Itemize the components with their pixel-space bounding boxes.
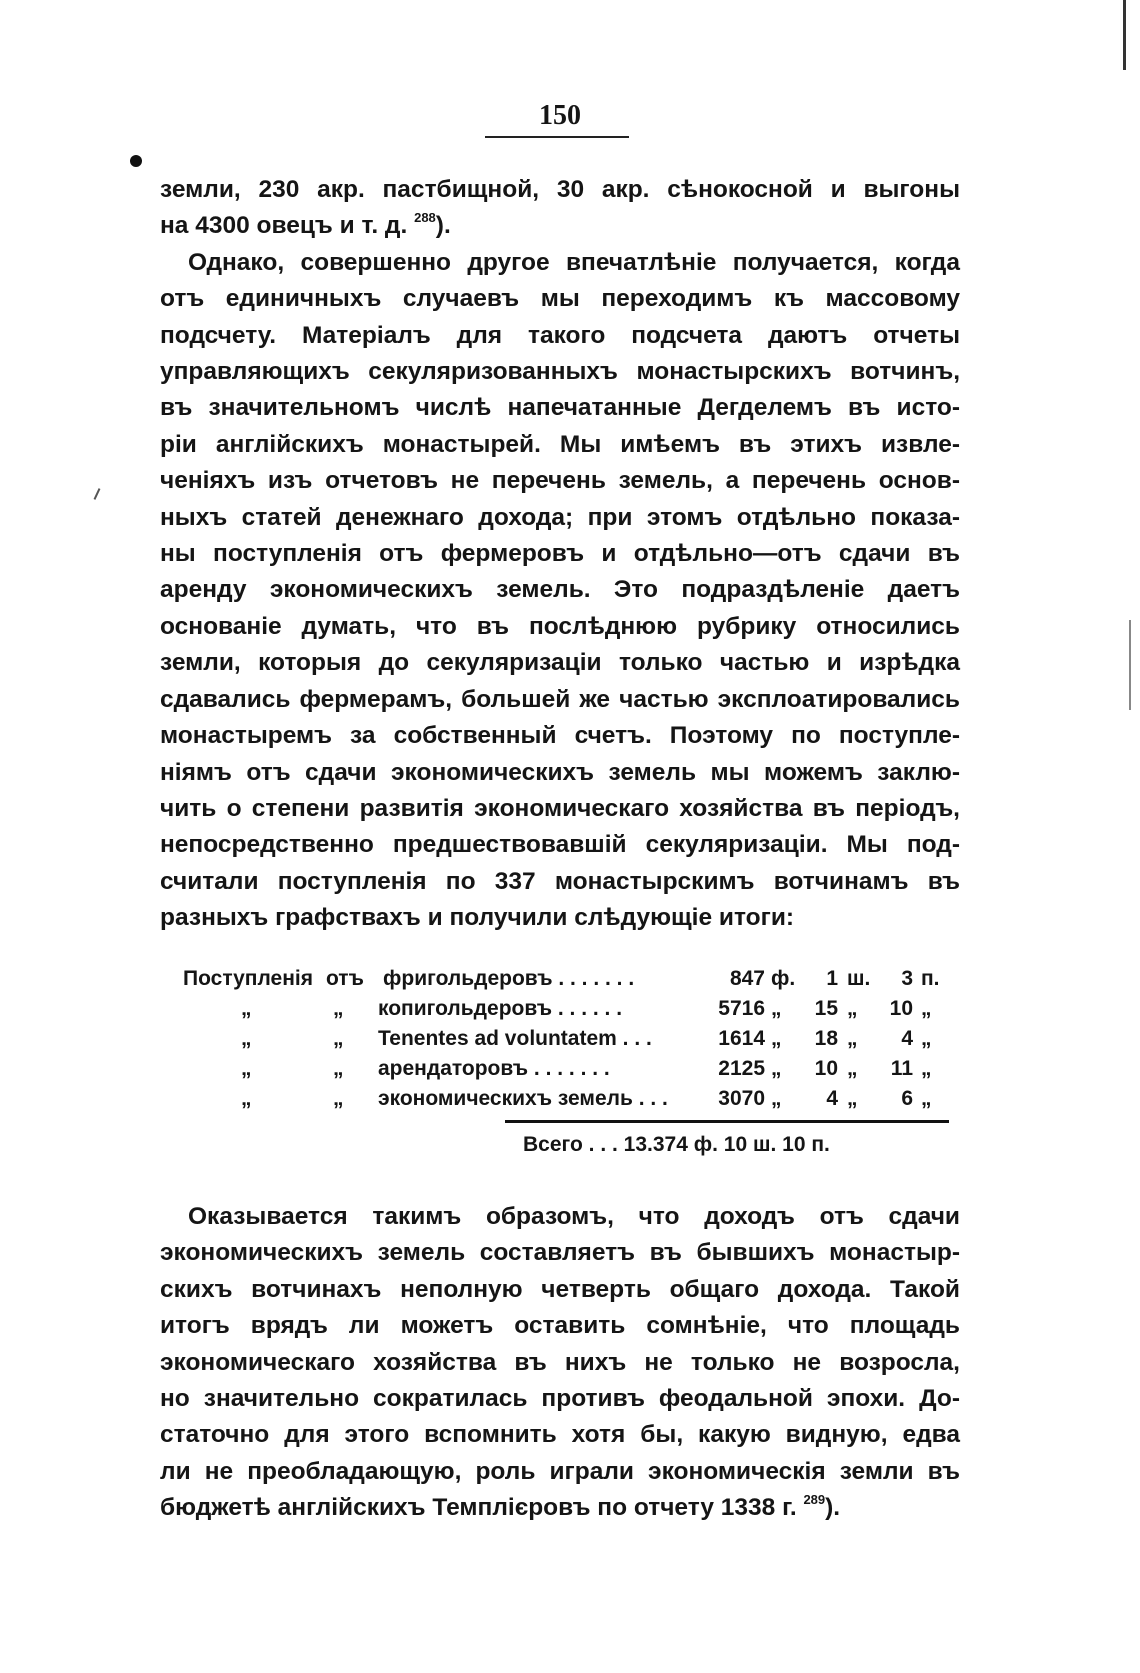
paragraph-1	[160, 172, 960, 937]
shilling-unit: ш.	[847, 967, 871, 990]
pound-unit: „	[771, 1027, 782, 1050]
ditto-mark: „	[241, 997, 252, 1020]
pence-unit: п.	[921, 967, 940, 990]
text-line: ріи англійскихъ монастырей. Мы имѣемъ въ этихъ извле-	[160, 430, 960, 458]
shillings-value: 15	[814, 997, 838, 1020]
text-line: земли, которыя до секуляризаціи только частью и изрѣдка	[160, 649, 960, 677]
pound-unit: „	[771, 1087, 782, 1110]
shilling-unit: „	[847, 1027, 858, 1050]
text-line: основаніе думать, что въ послѣднюю рубрику относились	[160, 612, 960, 640]
pounds-value: 2125	[718, 1057, 765, 1080]
text-line: экономическихъ земель составляетъ въ бывшихъ монастыр-	[160, 1239, 960, 1267]
text-line: Однако, совершенно другое впечатлѣніе получается, когда	[188, 248, 960, 276]
page-number-rule	[485, 136, 629, 138]
pence-value: 4	[901, 1027, 913, 1050]
ditto-mark: „	[333, 997, 344, 1020]
income-source: копигольдеровъ . . . . . .	[378, 997, 623, 1020]
text-line: статочно для этого вспомнить хотя бы, какую видную, едва	[160, 1421, 960, 1449]
text-line: ніямъ отъ сдачи экономическихъ земель мы можемъ заклю-	[160, 758, 960, 786]
footnote-ref: 288	[414, 210, 436, 226]
page-number: 150	[539, 100, 581, 131]
text-line: но значительно сократилась противъ феодальной эпохи. До-	[160, 1385, 960, 1413]
text-line: на 4300 овецъ и т. д. $^{288}$).	[160, 210, 451, 240]
text-line: разныхъ графствахъ и получили слѣдующіе итоги:	[160, 904, 795, 932]
scan-mark-tick	[94, 488, 101, 500]
ditto-mark: „	[333, 1057, 344, 1080]
text-line: аренду экономическихъ земель. Это подраздѣленіе даетъ	[160, 576, 960, 604]
pence-unit: „	[921, 1087, 932, 1110]
scan-mark-dot	[130, 155, 142, 167]
ditto-mark: „	[241, 1087, 252, 1110]
pounds-value: 1614	[718, 1027, 765, 1050]
text-line: Оказывается такимъ образомъ, что доходъ отъ сдачи	[188, 1203, 960, 1230]
shilling-unit: „	[847, 1057, 858, 1080]
text-line: скихъ вотчинахъ неполную четверть общаго дохода. Такой	[160, 1275, 960, 1303]
pound-unit: ф.	[771, 967, 796, 990]
paragraph-2	[160, 1199, 960, 1527]
pence-value: 6	[901, 1087, 913, 1110]
income-source: Tenentes ad voluntatem . . .	[378, 1027, 652, 1050]
pound-unit: „	[771, 1057, 782, 1080]
text-line: ны поступленія отъ фермеровъ и отдѣльно—отъ сдачи въ	[160, 540, 960, 568]
text-line: итогъ врядъ ли можетъ оставить сомнѣніе, что площадь	[160, 1312, 960, 1340]
table-total: Всего . . . 13.374 ф. 10 ш. 10 п.	[523, 1133, 830, 1156]
pence-unit: „	[921, 997, 932, 1020]
scan-edge-line	[1123, 0, 1126, 70]
pounds-value: 3070	[718, 1087, 765, 1110]
pence-value: 10	[889, 997, 913, 1020]
shilling-unit: „	[847, 1087, 858, 1110]
pounds-value: 5716	[718, 997, 765, 1020]
income-source: арендаторовъ . . . . . . .	[378, 1057, 610, 1080]
text-line: монастыремъ за собственный счетъ. Поэтому по поступле-	[160, 722, 960, 750]
text-line: въ значительномъ числѣ напечатанные Дегделемъ въ исто-	[160, 394, 960, 422]
pound-unit: „	[771, 997, 782, 1020]
text-line: бюджетѣ англійскихъ Темплієровъ по отчету 1338 г. $^{289}$).	[160, 1492, 841, 1522]
row-label: Поступленія	[183, 967, 314, 990]
pounds-value: 847	[729, 967, 765, 990]
text-line: управляющихъ секуляризованныхъ монастырскихъ вотчинъ,	[160, 358, 960, 386]
ditto-mark: „	[241, 1057, 252, 1080]
pence-value: 11	[890, 1057, 913, 1080]
text-line: земли, 230 акр. пастбищной, 30 акр. сѣнокосной и выгоны	[160, 176, 960, 203]
ditto-mark: „	[333, 1087, 344, 1110]
shillings-value: 4	[826, 1087, 838, 1110]
shilling-unit: „	[847, 997, 858, 1020]
total-rule	[505, 1120, 949, 1123]
text-line: считали поступленія по 337 монастырскимъ вотчинамъ въ	[160, 867, 960, 895]
pence-unit: „	[921, 1027, 932, 1050]
ditto-mark: „	[241, 1027, 252, 1050]
shillings-value: 1	[826, 967, 838, 990]
pence-value: 3	[901, 967, 913, 990]
pence-unit: „	[921, 1057, 932, 1080]
text-line: непосредственно предшествовавшій секуляризаціи. Мы под-	[160, 831, 960, 859]
shillings-value: 10	[814, 1057, 838, 1080]
from-word: отъ	[326, 967, 364, 990]
text-line: ли не преобладающую, роль играли экономическія земли въ	[160, 1457, 960, 1485]
footnote-ref: 289	[803, 1492, 826, 1508]
text-line: отъ единичныхъ случаевъ мы переходимъ къ массовому	[160, 285, 960, 313]
text-line: подсчету. Матеріалъ для такого подсчета даютъ отчеты	[160, 321, 960, 349]
shillings-value: 18	[814, 1027, 838, 1050]
text-line: чить о степени развитія экономическаго хозяйства въ періодъ,	[160, 794, 960, 822]
text-line: ченіяхъ изъ отчетовъ не перечень земель, а перечень основ-	[160, 467, 960, 495]
text-line: экономическаго хозяйства въ нихъ не только не возросла,	[160, 1348, 960, 1376]
ditto-mark: „	[333, 1027, 344, 1050]
text-line: ныхъ статей денежнаго дохода; при этомъ отдѣльно показа-	[160, 503, 960, 531]
scan-edge-line	[1129, 620, 1131, 710]
income-source: фригольдеровъ . . . . . . .	[383, 967, 635, 990]
text-line: сдавались фермерамъ, большей же частью эксплоатировались	[160, 685, 960, 713]
income-source: экономическихъ земель . . .	[378, 1087, 668, 1110]
